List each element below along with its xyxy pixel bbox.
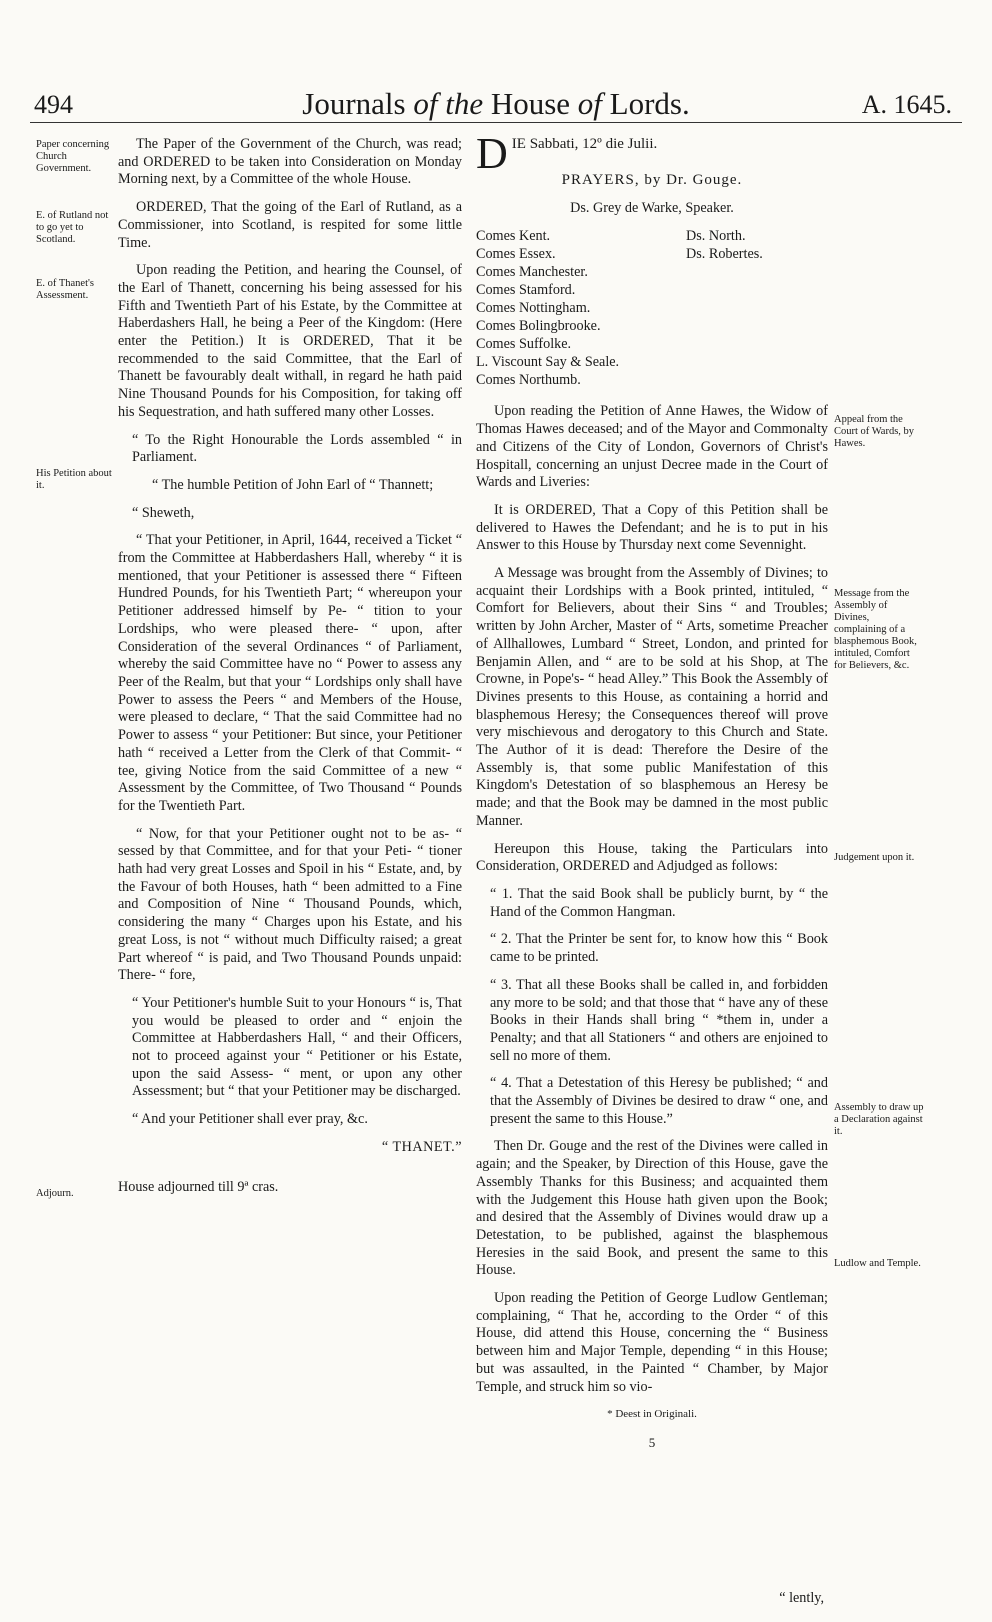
paragraph-ludlow: Upon reading the Petition of George Ludlow Gentleman; complaining, “ That he, according to the Order “ of this House, did attend this House, concerning the “ Business between him and Major Temple, depending “ in this House; but was assaulted, in the Painted “ Chamber, by Major Temple, and struck him so vio- [476,1290,828,1395]
petition-address: “ To the Right Honourable the Lords assembled “ in Parliament. [132,431,462,466]
lord-entry: Comes Nottingham. [476,300,591,317]
lord-entry: Ds. Robertes. [686,246,763,263]
petition-body-2: “ Now, for that your Petitioner ought not to be as- “ sessed by that Committee, and for that your Peti- “ tioner hath had very great Losses and Spoil in his “ Estate, and, by the Favour of both Houses, hath “ been admitted to a Fine and Composition of Nine “ Thousand Pounds, which, considering the many “ Charges upon his Estate, and his great Loss, is not “ without much Difficulty raised; a great Part whereof “ is paid, and Two Thousand Pounds unpaid: There- “ fore, [118,825,462,984]
lord-entry: Comes Northumb. [476,372,581,389]
margin-note-assembly: Assembly to draw up a Declaration against it. [834,1102,924,1137]
judgement-2: “ 2. That the Printer be sent for, to know how this “ Book came to be printed. [490,931,828,966]
paragraph-thanet: Upon reading the Petition, and hearing the Counsel, of the Earl of Thanett, concerning his being assessed for his Fifth and Twentieth Part of his Estate, by the Committee at Haberdashers Hall, he being a Peer of the Kingdom: (Here enter the Petition.) It is ORDERED, That it be recommended to the said Committee, that the Earl of Thanett be favourably dealt withall, in regard he hath paid Nine Thousand Pounds for his Composition, for taking off his Sequestration, and hath suffered many other Losses. [118,262,462,420]
judgement-1: “ 1. That the said Book shall be publicly burnt, by “ the Hand of the Common Hangman. [490,885,828,920]
running-title: Journals of the House of Lords. [302,86,690,121]
year-heading: A. 1645. [861,90,952,119]
margin-note-message: Message from the Assembly of Divines, complaining of a blasphemous Book, intituled, Comfort for Believers, &c. [834,588,917,671]
paragraph-church-paper: The Paper of the Government of the Church, was read; and ORDERED to be taken into Consideration on Monday Morning next, by a Committee of the whole House. [118,136,462,188]
speaker-line: Ds. Grey de Warke, Speaker. [570,199,734,216]
signature-mark: 5 [648,1434,656,1450]
paragraph-hawes: Upon reading the Petition of Anne Hawes, the Widow of Thomas Hawes deceased; and of the Mayor and Commonalty and Citizens of the City of London, Governors of Christ's Hospitall, concerning an unjust Decree made in the Court of Wards and Liveries: [476,403,828,491]
adjournment: House adjourned till 9ª cras. [118,1178,279,1195]
judgement-4: “ 4. That a Detestation of this Heresy be published; “ and that the Assembly of Divines be desired to draw “ one, and present the same to this House.” [490,1075,828,1127]
margin-note-adjourn: Adjourn. [36,1188,74,1199]
lord-entry: Ds. North. [686,228,746,245]
margin-note-petition: His Petition about it. [36,468,112,491]
prayers-heading: PRAYERS, by Dr. Gouge. [561,172,743,188]
margin-note-thanet: E. of Thanet's Assessment. [36,278,94,301]
lord-entry: Comes Suffolke. [476,336,572,353]
header-rule [30,122,962,123]
paragraph-hereupon: Hereupon this House, taking the Particulars into Consideration, ORDERED and Adjudged as follows: [476,840,828,875]
lord-entry: Comes Kent. [476,228,551,245]
left-column [118,136,462,1206]
lords-list-2 [686,227,763,389]
margin-note-ludlow: Ludlow and Temple. [834,1258,921,1269]
petition-signature: “ THANET.” [381,1138,462,1155]
page-number: 494 [34,90,73,119]
date-heading: DIE Sabbati, 12º die Julii. [476,129,658,178]
petition-title: “ The humble Petition of John Earl of “ Thannett; [152,476,434,493]
petition-body-1: “ That your Petitioner, in April, 1644, received a Ticket “ from the Committee at Habberdashers Hall, whereby “ it is mentioned, that your Petitioner is assessed there “ Fifteen Hundred Pounds, for his Twentieth Part; “ whereupon your Petitioner addressed himself by Pe- “ tition to your Lordships, who were pleased there- “ upon, after Consideration of the several Ordinances “ of Parliament, whereby the said Committee have no “ Power to assess any Peer of the Realm, but that your “ Lordships only shall have Power to assess the Peers “ and Members of the House, were pleased to declare, “ That the said Committee had no Power to assess “ your Petitioner: But since, your Petitioner hath “ received a Letter from the Clerk of that Commit- “ tee, giving Notice from the said Committee of a new “ Assessment by the Committee, of Two Thousand “ Pounds for the Twentieth Part. [118,532,462,814]
petition-suit: “ Your Petitioner's humble Suit to your Honours “ is, That you would be pleased to order and “ enjoin the Committee at Habberdashers Hall, “ and their Officers, not to proceed against your “ Petitioner or his Estate, upon the said Assess- “ ment, or upon any other Assessment; but “ that your Petitioner may be discharged. [132,994,462,1100]
paragraph-rutland: ORDERED, That the going of the Earl of Rutland, as a Commissioner, into Scotland, is respited for some little Time. [118,199,462,251]
lord-entry: Comes Stamford. [476,282,576,299]
petition-sheweth: “ Sheweth, [132,504,195,521]
catchword: “ lently, [779,1590,824,1607]
lord-entry: Comes Manchester. [476,264,588,281]
margin-note-judgement: Judgement upon it. [834,852,915,863]
drop-cap: D [476,129,508,178]
paragraph-assembly-message: A Message was brought from the Assembly of Divines; to acquaint their Lordships with a Book printed, intituled, “ Comfort for Believers, about their Sins “ and Troubles; written by John Archer, Master of “ Arts, sometime Preacher of Allhallowes, Lumbard “ Street, London, and printed for Benjamin Allen, and “ are to be sold at his Shop, at The Crowne, in Pope's- “ head Alley.” This Book the Assembly of Divines presents to this House, as containing a horrid and blasphemous Heresy; the Consequences thereof will prove very mischievous and derogatory to this Church and State. The Author of it is dead: Therefore the Desire of the Assembly is, that some public Manifestation of this Kingdom's Detestation of so blasphemous an Heresy be made; and that the Book may be damned in the most public Manner. [476,565,828,829]
paragraph-hawes-order: It is ORDERED, That a Copy of this Petition shall be delivered to Hawes the Defendant; and he is to put in his Answer to this House by Thursday next come Sevennight. [476,501,828,554]
margin-note-appeal: Appeal from the Court of Wards, by Hawes. [834,414,915,449]
lord-entry: Comes Essex. [476,246,556,263]
right-column [476,129,828,1607]
petition-pray: “ And your Petitioner shall ever pray, &c. [132,1111,368,1128]
paragraph-divines-called: Then Dr. Gouge and the rest of the Divines were called in again; and the Speaker, by Direction of this House, gave the Assembly Thanks for this Business; and acquainted them with the Judgement this House hath given upon the Book; and desired that the Assembly of Divines would draw up a Detestation, to be published, against the blasphemous Heresies in the said Book, and present the same to this House. [476,1138,828,1279]
lords-present [476,227,828,389]
lords-list-1 [476,227,686,389]
footnote: * Deest in Originali. [607,1408,697,1421]
margin-note-rutland: E. of Rutland not to go yet to Scotland. [36,210,109,245]
lord-entry: Comes Bolingbrooke. [476,318,601,335]
running-header [0,72,992,122]
margin-note-paper: Paper concerning Church Government. [36,139,110,174]
lord-entry: L. Viscount Say & Seale. [476,354,620,371]
judgement-3: “ 3. That all these Books shall be called in, and forbidden any more to be sold; and that those that “ have any of these Books in their Hands shall bring “ *them in, under a Penalty; and that all Stationers “ and others are enjoined to sell no more of them. [490,976,828,1064]
